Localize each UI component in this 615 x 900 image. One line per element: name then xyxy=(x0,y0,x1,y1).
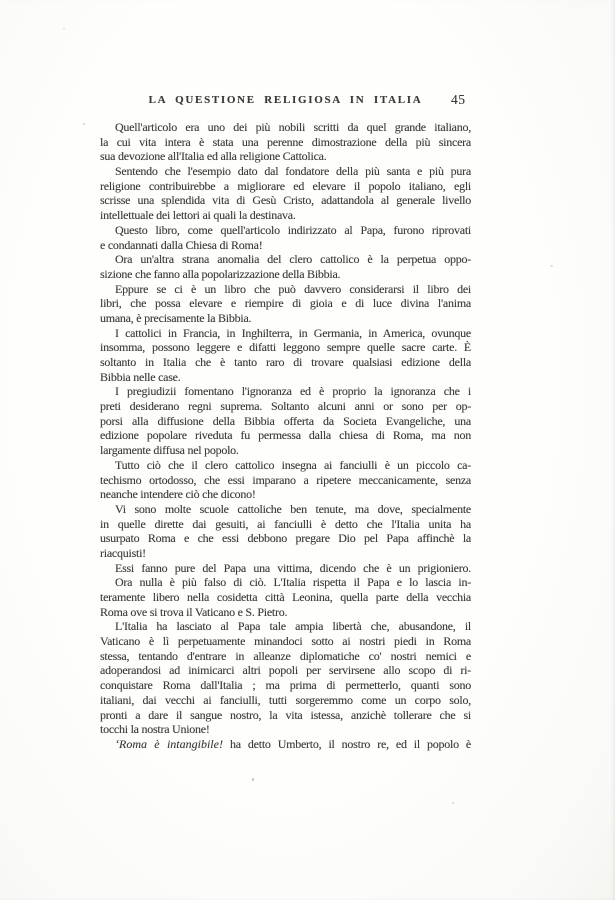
text-line: Ora un'altra strana anomalia del clero cattolico è la perpetua oppo- xyxy=(115,252,471,267)
paragraph xyxy=(100,458,471,502)
text-line: L'Italia ha lasciato al Papa tale ampia libertà che, abusandone, il xyxy=(115,619,471,634)
running-title: LA QUESTIONE RELIGIOSA IN ITALIA xyxy=(148,94,423,106)
text-line: soltanto in Italia che è tanto raro di trovare qualsiasi edizione della xyxy=(100,355,471,369)
text-line: edizione popolare riveduta fu permessa dalla chiesa di Roma, ma non xyxy=(100,428,471,443)
page-header xyxy=(100,94,471,110)
text-block xyxy=(100,120,471,752)
text-line: italiani, dai vecchi ai fanciulli, tutti sorgeremmo come un corpo solo, xyxy=(100,692,471,707)
text-line: intellettuale dei lettori ai quali la destinava. xyxy=(100,208,296,223)
text-line: ‘Roma è intangibile! ha detto Umberto, il nostro re, ed il popolo è xyxy=(115,736,472,751)
scan-speck xyxy=(83,123,85,125)
text-line: riacquisti! xyxy=(100,545,146,560)
text-line: Roma ove si trova il Vaticano e S. Pietro. xyxy=(100,604,288,619)
paragraph xyxy=(100,326,471,385)
text-line: conquistare Roma dall'Italia ; ma prima di permetterlo, quanti sono xyxy=(100,678,471,693)
text-line: in quelle dirette dai gesuiti, ai fanciulli è detto che l'Italia unita ha xyxy=(100,516,471,531)
text-line: usurpato Roma e che essi debbono pregare Dio pel Papa affinchè la xyxy=(100,531,471,546)
page-number: 45 xyxy=(451,92,466,107)
text-line: insomma, possono leggere e difatti leggono sempre quelle sacre carte. È xyxy=(100,340,471,355)
text-line: Questo libro, come quell'articolo indirizzato al Papa, furono riprovati xyxy=(115,222,471,237)
scan-speck xyxy=(550,265,553,267)
text-line: sua devozione all'Italia ed alla religione Cattolica. xyxy=(100,149,327,164)
scan-speck xyxy=(63,28,65,30)
paragraph xyxy=(100,223,471,252)
scan-speck xyxy=(452,802,454,804)
text-line: Eppure se ci è un libro che può davvero considerarsi il libro dei xyxy=(115,281,471,296)
text-line: umana, è precisamente la Bibbia. xyxy=(100,310,252,325)
text-line: sizione che fanno alla popolarizzazione della Bibbia. xyxy=(100,266,341,281)
text-line: e condannati dalla Chiesa di Roma! xyxy=(100,237,263,252)
text-line: tocchi la nostra Unione! xyxy=(100,722,210,737)
text-line: teramente libero nella cosidetta città Leonina, quella parte della vecchia xyxy=(100,590,471,604)
paragraph xyxy=(100,282,471,326)
text-line: largamente diffusa nel popolo. xyxy=(100,443,239,458)
text-line: neanche intendere ciò che dicono! xyxy=(100,487,256,502)
text-line: Tutto ciò che il clero cattolico insegna ai fanciulli è un piccolo ca- xyxy=(115,457,471,472)
paragraph xyxy=(100,619,471,737)
text-line: libri, che possa elevare e riempire di gioia e di luce divina l'anima xyxy=(100,296,471,311)
scan-speck xyxy=(252,778,254,781)
text-line: Bibbia nelle case. xyxy=(100,369,181,384)
text-line: Ora nulla è più falso di ciò. L'Italia rispetta il Papa e lo lascia in- xyxy=(115,575,471,590)
text-line: preti desiderano regni suprema. Soltanto alcuni anni or sono per op- xyxy=(100,399,471,414)
text-line: techismo ortodosso, che essi imparano a ripetere meccanicamente, senza xyxy=(100,472,471,487)
text-line: religione contribuirebbe a migliorare ed elevare il popolo italiano, egli xyxy=(100,178,471,193)
text-line: Quell'articolo era uno dei più nobili scritti da quel grande italiano, xyxy=(115,120,471,134)
paragraph xyxy=(100,737,471,752)
paragraph xyxy=(100,384,471,457)
text-line: adoperandosi ad inimicarci altri popoli per servirsene allo scopo di ri- xyxy=(100,663,471,678)
text-line: I pregiudizii fomentano l'ignoranza ed è proprio la ignoranza che i xyxy=(115,384,471,399)
text-line: Sentendo che l'esempio dato dal fondatore della più santa e più pura xyxy=(115,164,471,179)
text-line: Vi sono molte scuole cattoliche ben tenute, ma dove, specialmente xyxy=(115,501,471,516)
paragraph xyxy=(100,164,471,223)
paragraph xyxy=(100,502,471,561)
paragraph xyxy=(100,252,471,281)
text-line: pronti a dare il sangue nostro, la vita istessa, anzichè tollerare che si xyxy=(100,707,471,722)
text-line: scrisse una splendida vita di Gesù Cristo, adattandola al generale livello xyxy=(100,193,471,208)
paragraph xyxy=(100,120,471,164)
paragraph xyxy=(100,575,471,619)
italic-quote: ‘Roma è intangibile! xyxy=(115,736,223,751)
text-line: stessa, tentando d'entrare in alleanze diplomatiche co' nostri nemici e xyxy=(100,648,471,663)
text-line: la cui vita intera è stata una perenne dimostrazione della più sincera xyxy=(100,134,471,149)
paragraph xyxy=(100,561,471,576)
text-line: porsi alla diffusione della Bibbia offerta da Societa Evangeliche, una xyxy=(100,413,471,428)
text-line: Vaticano è lì perpetuamente minandoci sotto ai nostri piedi in Roma xyxy=(100,634,471,649)
text-line: I cattolici in Francia, in Inghilterra, in Germania, in America, ovunque xyxy=(115,325,471,340)
text-line: Essi fanno pure del Papa una vittima, dicendo che è un prigioniero. xyxy=(115,560,471,575)
